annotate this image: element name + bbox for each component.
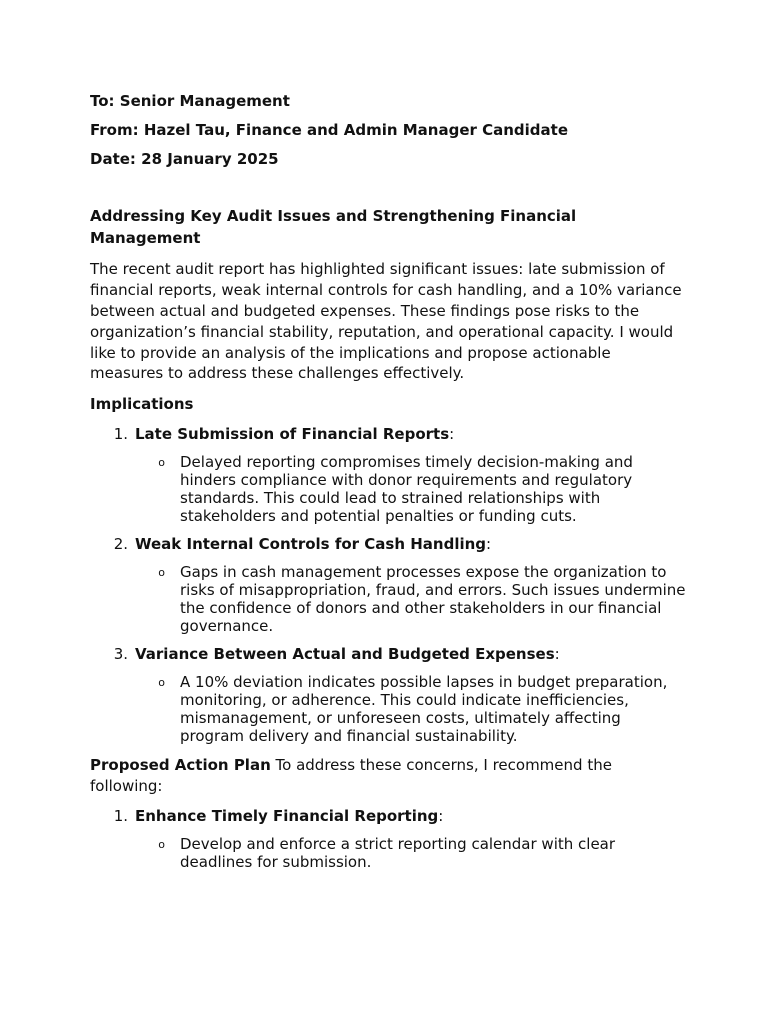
implication-title: Weak Internal Controls for Cash Handling xyxy=(135,534,487,553)
list-number: 3. xyxy=(113,644,128,663)
bullet-text: Gaps in cash management processes expose the organization to risks of misappropriation, fraud, and errors. Such issues undermine the confidence of donors and other stakeholders in our financial governance. xyxy=(180,562,686,635)
intro-paragraph: The recent audit report has highlighted significant issues: late submission of financial reports, weak internal controls for cash handling, and a 10% variance between actual and budgeted expenses. These findings pose risks to the organization’s financial stability, reputation, and operational capacity. I would like to provide an analysis of the implications and propose actionable measures to address these challenges effectively. xyxy=(90,260,682,383)
bullet-marker: o xyxy=(158,837,165,851)
implication-item-1 xyxy=(90,425,686,443)
list-number: 1. xyxy=(113,806,128,825)
bullet-marker: o xyxy=(158,565,165,579)
bullet-text: Delayed reporting compromises timely decision-making and hinders compliance with donor requirements and regulatory standards. This could lead to strained relationships with stakeholders and potential penalties or funding cuts. xyxy=(180,452,633,525)
implication-title: Late Submission of Financial Reports xyxy=(135,424,450,443)
bullet-marker: o xyxy=(158,675,165,689)
implication-bullet-3 xyxy=(90,673,686,745)
implication-item-2 xyxy=(90,535,686,553)
implication-title: Variance Between Actual and Budgeted Expenses xyxy=(135,644,555,663)
list-number: 2. xyxy=(113,534,128,553)
action-plan-paragraph xyxy=(90,755,686,797)
action-plan-heading: Proposed Action Plan xyxy=(90,755,271,774)
implications-heading: Implications xyxy=(90,395,194,414)
memo-content xyxy=(90,91,686,881)
colon: : xyxy=(438,806,444,825)
action-item-1 xyxy=(90,807,686,825)
memo-title: Addressing Key Audit Issues and Strengthening Financial Management xyxy=(90,207,577,248)
action-title: Enhance Timely Financial Reporting xyxy=(135,806,439,825)
action-plan-lead: To address these concerns, I recommend the following: xyxy=(90,755,612,795)
implication-bullet-2 xyxy=(90,563,686,635)
list-number: 1. xyxy=(113,424,128,443)
memo-date: Date: 28 January 2025 xyxy=(90,149,279,168)
colon: : xyxy=(486,534,492,553)
bullet-marker: o xyxy=(158,455,165,469)
memo-to: To: Senior Management xyxy=(90,92,290,110)
implication-bullet-1 xyxy=(90,453,686,525)
colon: : xyxy=(449,424,455,443)
colon: : xyxy=(554,644,560,663)
memo-from: From: Hazel Tau, Finance and Admin Manager Candidate xyxy=(90,120,569,139)
implication-item-3 xyxy=(90,645,686,663)
bullet-text: A 10% deviation indicates possible lapses in budget preparation, monitoring, or adherence. This could indicate inefficiencies, mismanagement, or unforeseen costs, ultimately affecting program delivery and financial sustainability. xyxy=(180,672,668,745)
bullet-text: Develop and enforce a strict reporting calendar with clear deadlines for submission. xyxy=(180,834,616,871)
action-bullet-1 xyxy=(90,835,686,871)
